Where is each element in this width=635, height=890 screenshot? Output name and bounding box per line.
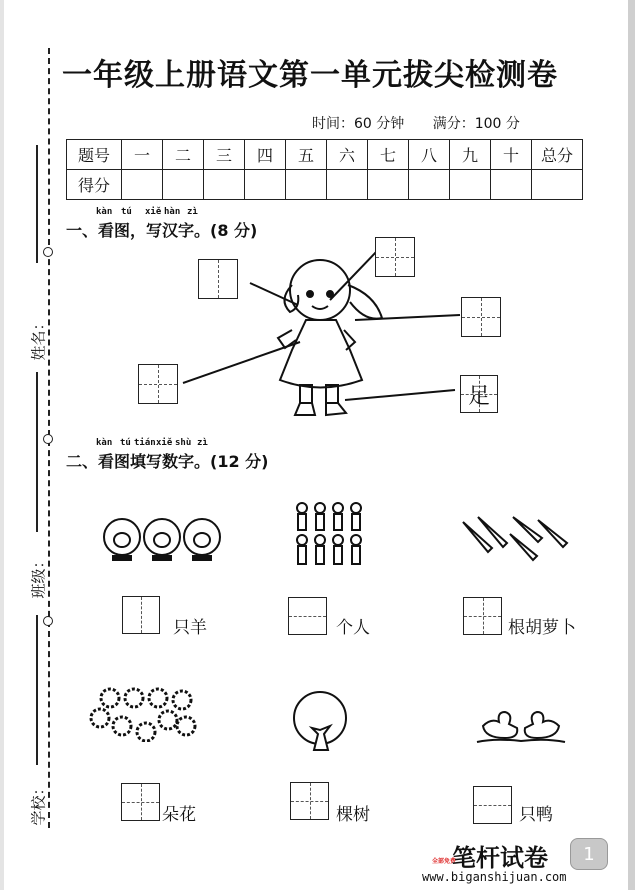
header-cell: 二 <box>163 140 204 170</box>
score-cell[interactable] <box>204 170 245 200</box>
full-score: 满分：100 分 <box>432 116 520 132</box>
school-line <box>36 615 38 765</box>
item-label: 只鸭 <box>519 805 553 825</box>
header-cell: 六 <box>327 140 368 170</box>
example-char: 足 <box>467 383 490 409</box>
score-table <box>66 139 583 200</box>
score-cell[interactable] <box>532 170 583 200</box>
item-label: 根胡萝卜 <box>508 618 576 638</box>
binding-hole <box>43 616 53 626</box>
carrot-icon <box>458 512 573 562</box>
pinyin: tú <box>120 438 131 448</box>
example-box <box>460 375 498 413</box>
score-cell[interactable] <box>122 170 163 200</box>
score-cell[interactable] <box>327 170 368 200</box>
item-label: 只羊 <box>173 618 207 638</box>
exam-meta <box>312 113 544 133</box>
score-cell[interactable] <box>409 170 450 200</box>
score-cell[interactable] <box>450 170 491 200</box>
name-label: 姓名： <box>29 315 48 361</box>
sheep-icon <box>102 515 222 565</box>
writing-box[interactable] <box>138 364 178 404</box>
pinyin: zì <box>197 438 208 448</box>
pinyin: shù <box>175 438 192 448</box>
number-box[interactable] <box>290 782 329 820</box>
header-cell: 一 <box>122 140 163 170</box>
page-title: 一年级上册语文第一单元拔尖检测卷 <box>62 58 558 93</box>
number-box[interactable] <box>122 596 160 634</box>
writing-box[interactable] <box>461 297 501 337</box>
item-label: 朵花 <box>162 805 196 825</box>
pinyin: kàn <box>96 438 113 448</box>
number-box[interactable] <box>121 783 160 821</box>
header-cell: 十 <box>491 140 532 170</box>
header-cell: 七 <box>368 140 409 170</box>
header-cell: 三 <box>204 140 245 170</box>
pinyin: zì <box>187 207 198 217</box>
score-cell[interactable] <box>286 170 327 200</box>
score-cell[interactable] <box>245 170 286 200</box>
left-edge <box>0 0 4 890</box>
pinyin: tián <box>134 438 156 448</box>
header-cell: 题号 <box>67 140 122 170</box>
time-limit: 时间：60 分钟 <box>312 116 405 132</box>
flower-icon <box>88 686 200 742</box>
pinyin: tú <box>121 207 132 217</box>
item-label: 棵树 <box>336 805 370 825</box>
item-label: 个人 <box>336 618 370 638</box>
header-cell: 四 <box>245 140 286 170</box>
binding-hole <box>43 434 53 444</box>
score-cell[interactable] <box>491 170 532 200</box>
number-box[interactable] <box>473 786 512 824</box>
class-line <box>36 372 38 532</box>
header-cell: 五 <box>286 140 327 170</box>
writing-box[interactable] <box>375 237 415 277</box>
brand-tag: 全部免费 <box>432 858 457 865</box>
score-header-row <box>67 140 583 170</box>
brand-logo: 笔杆试卷 <box>452 844 548 872</box>
name-line <box>36 145 38 263</box>
binding-hole <box>43 247 53 257</box>
pinyin: hàn <box>164 207 181 217</box>
school-label: 学校： <box>29 780 48 826</box>
tree-icon <box>290 690 350 756</box>
header-cell: 九 <box>450 140 491 170</box>
header-cell: 八 <box>409 140 450 170</box>
score-cell[interactable] <box>163 170 204 200</box>
pinyin: xiě <box>145 207 162 217</box>
score-cell[interactable] <box>368 170 409 200</box>
number-box[interactable] <box>463 597 502 635</box>
row-label: 得分 <box>67 170 122 200</box>
section-title: 一、看图，写汉字。(8 分) <box>66 221 258 240</box>
class-label: 班级： <box>29 553 48 599</box>
page-number-badge[interactable]: 1 <box>570 838 608 870</box>
brand-url[interactable]: www.biganshijuan.com <box>422 870 567 884</box>
header-cell: 总分 <box>532 140 583 170</box>
pinyin: kàn <box>96 207 113 217</box>
section-title: 二、看图填写数字。(12 分) <box>66 452 269 471</box>
score-value-row <box>67 170 583 200</box>
writing-box[interactable] <box>198 259 238 299</box>
duck-icon <box>475 704 567 744</box>
scrollbar-edge[interactable] <box>628 0 635 890</box>
pinyin: xiě <box>156 438 173 448</box>
people-icon <box>292 500 368 570</box>
number-box[interactable] <box>288 597 327 635</box>
